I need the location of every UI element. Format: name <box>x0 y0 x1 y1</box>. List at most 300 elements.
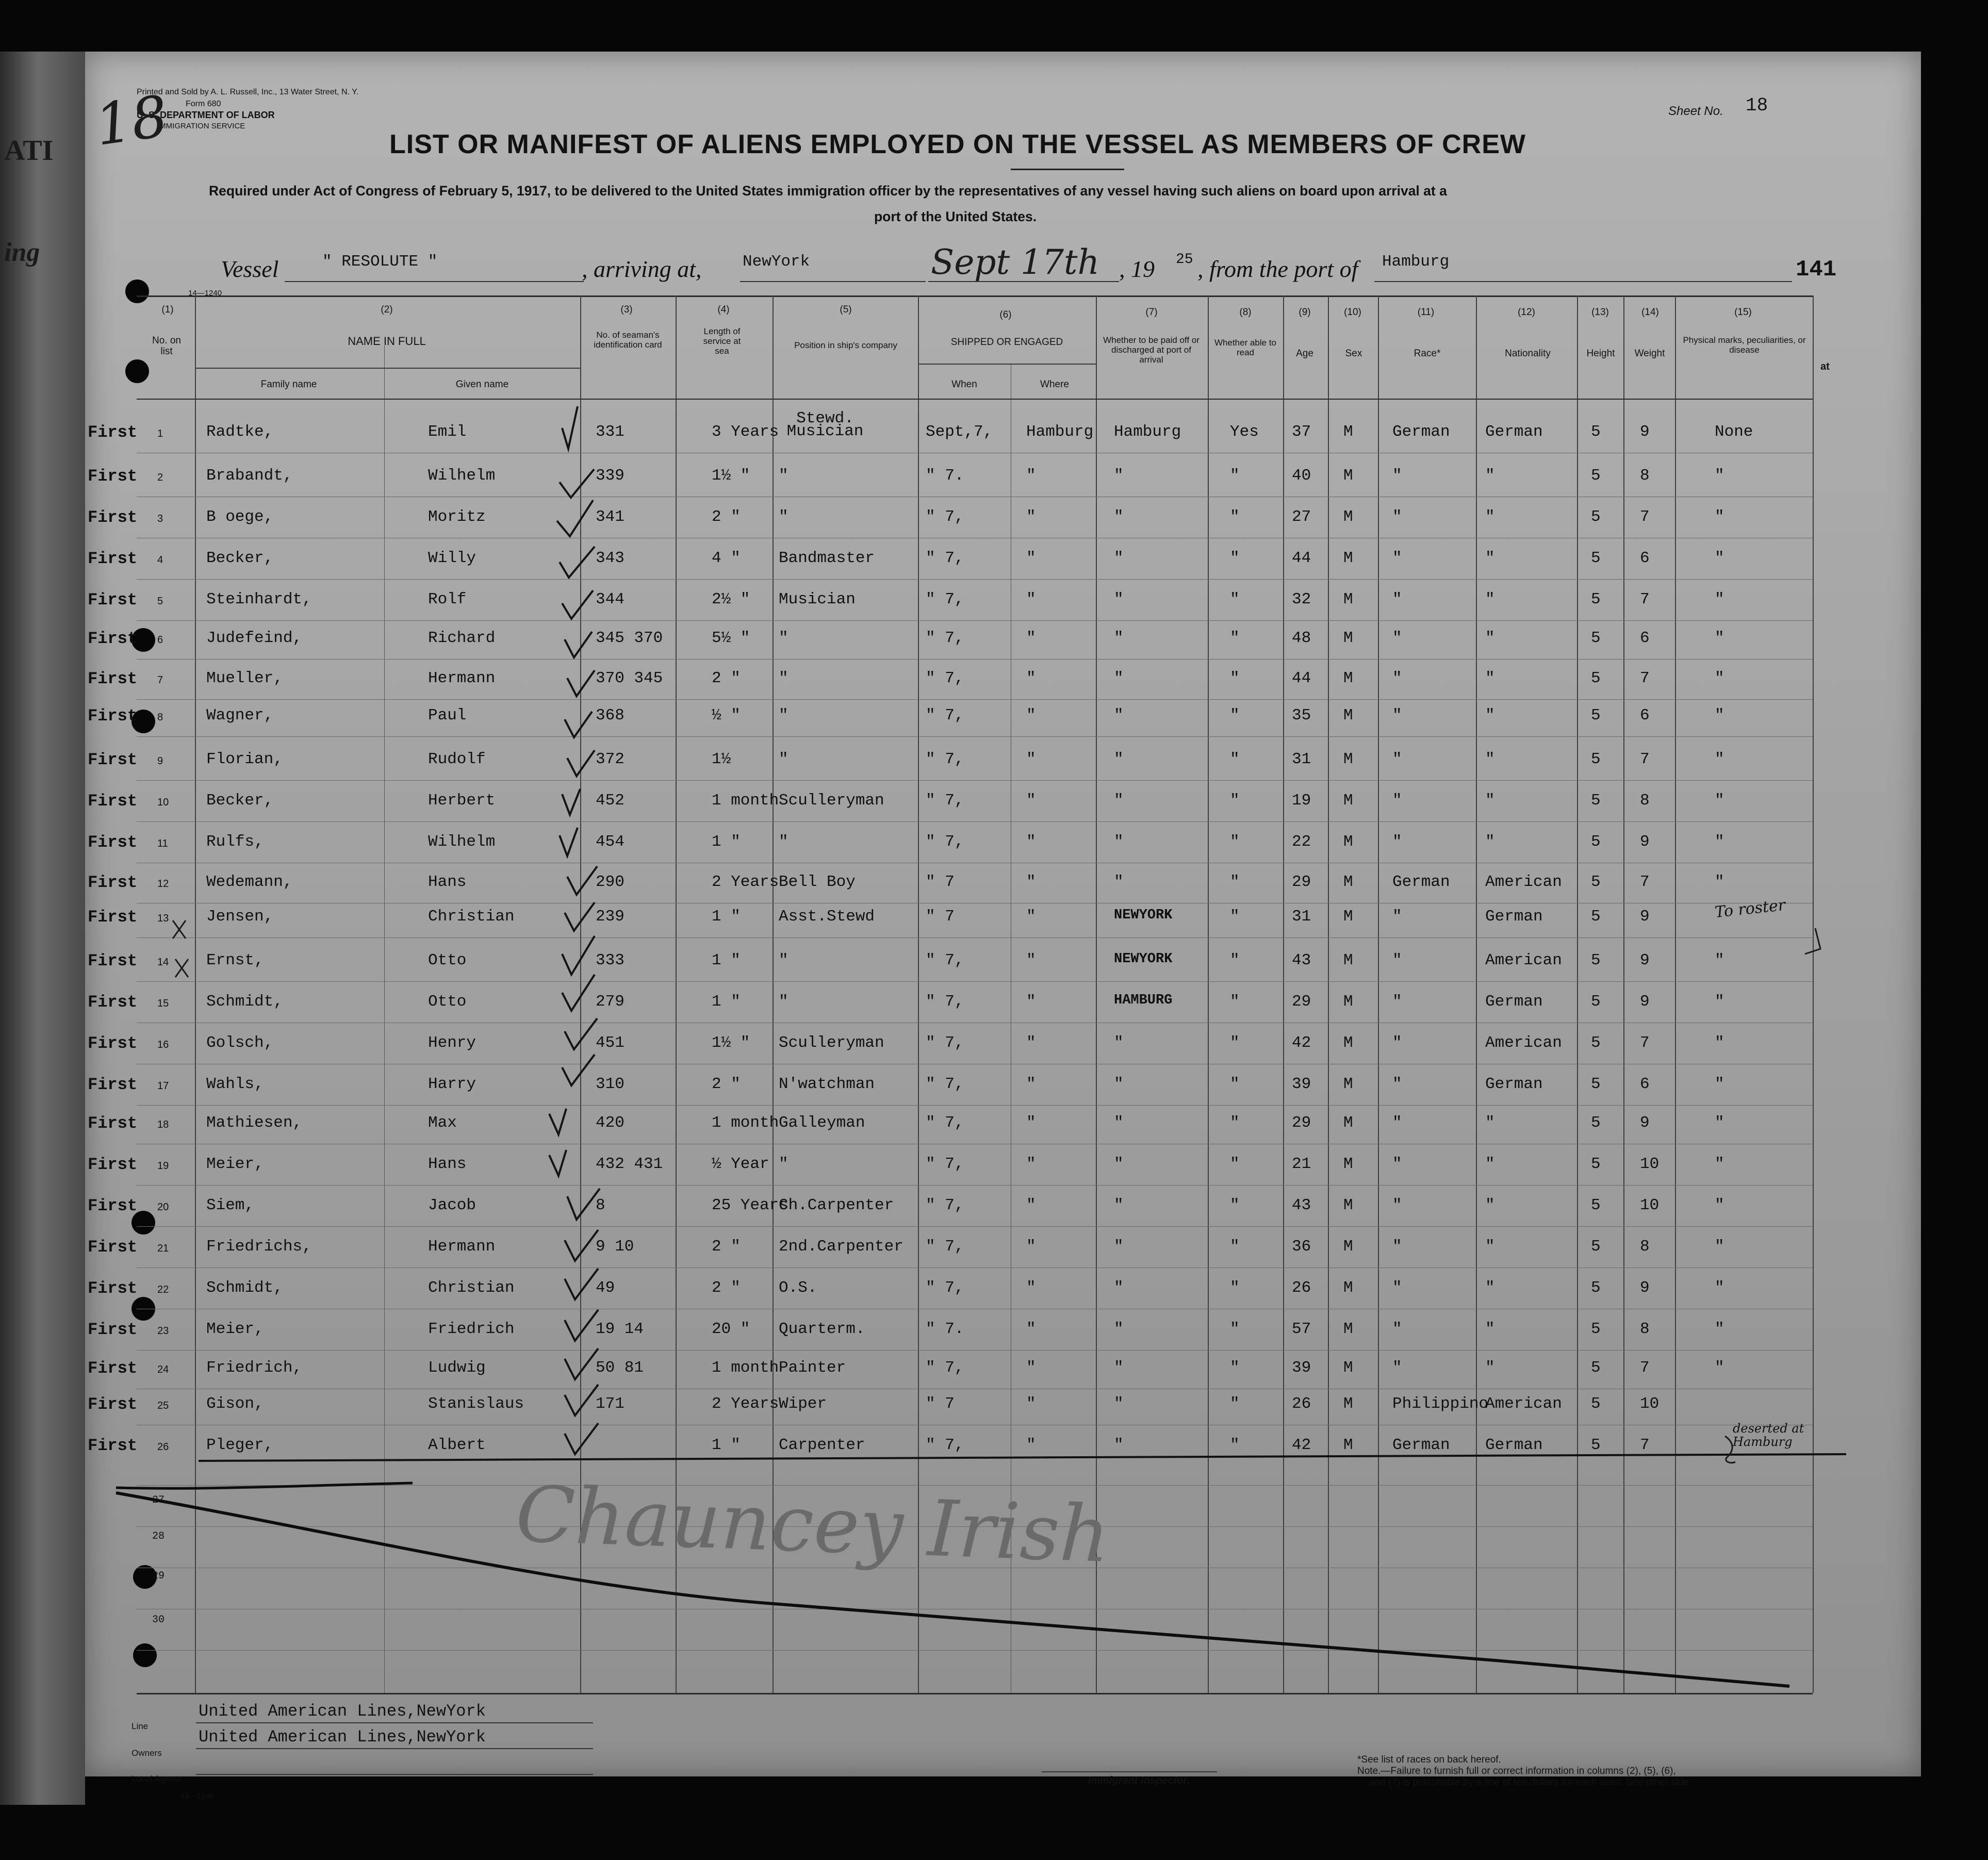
age: 40 <box>1292 467 1311 485</box>
shipped-when: " 7, <box>926 951 964 969</box>
row-class: First <box>88 1320 138 1339</box>
paid-off-port: " <box>1114 1359 1124 1377</box>
ship-position: Carpenter <box>779 1436 865 1454</box>
shipped-when: " 7, <box>926 1359 964 1377</box>
family-name: Schmidt, <box>206 993 283 1011</box>
header-when: When <box>951 379 977 390</box>
race: " <box>1392 1114 1402 1132</box>
given-name: Stanislaus <box>428 1395 524 1413</box>
ship-position: Galleyman <box>779 1114 865 1132</box>
header-given-name: Given name <box>455 379 509 390</box>
row-number: 24 <box>157 1364 169 1375</box>
family-name: Jensen, <box>206 908 274 926</box>
ship-position: " <box>779 706 788 725</box>
sex: M <box>1343 1155 1353 1173</box>
age: 36 <box>1292 1238 1311 1256</box>
race: " <box>1392 1359 1402 1377</box>
race: German <box>1392 423 1450 441</box>
header-sex: Sex <box>1345 348 1362 359</box>
ship-position: Ch.Carpenter <box>779 1196 894 1214</box>
row-number: 15 <box>157 998 169 1009</box>
given-name: Christian <box>428 1279 515 1297</box>
able-to-read: " <box>1230 792 1240 810</box>
header-shipped-or-engaged: SHIPPED OR ENGAGED <box>950 337 1063 348</box>
race: " <box>1392 669 1402 687</box>
row-class: First <box>88 1436 138 1455</box>
col-number: (15) <box>1734 307 1752 318</box>
service-length: 5½ " <box>712 629 750 647</box>
nationality: " <box>1485 833 1495 851</box>
nationality: American <box>1485 873 1562 891</box>
empty-row-number: 28 <box>152 1530 165 1542</box>
physical-marks: " <box>1715 467 1724 485</box>
physical-marks: " <box>1715 1196 1724 1214</box>
row-number: 19 <box>157 1160 169 1172</box>
family-name: Florian, <box>206 750 283 768</box>
row-class: First <box>88 1114 138 1133</box>
family-name: Wagner, <box>206 706 274 725</box>
nationality: " <box>1485 629 1495 647</box>
sex: M <box>1343 993 1353 1011</box>
ship-position: Bandmaster <box>779 549 875 567</box>
service-length: 20 " <box>712 1320 750 1338</box>
sheet-number: 18 <box>1746 95 1768 116</box>
service-length: 2 " <box>712 1075 741 1093</box>
shipped-when: " 7. <box>926 1320 964 1338</box>
height: 5 <box>1591 1279 1601 1297</box>
id-card-number: 310 <box>596 1075 625 1093</box>
id-card-number: 452 <box>596 792 625 810</box>
given-name: Max <box>428 1114 457 1132</box>
row-class: First <box>88 706 138 726</box>
given-name: Willy <box>428 549 477 567</box>
given-name: Moritz <box>428 508 486 526</box>
shipped-when: " 7, <box>926 1075 964 1093</box>
owners-label: Owners <box>132 1748 162 1758</box>
physical-marks: " <box>1715 873 1724 891</box>
footer-form-code: 14—1240 <box>180 1792 215 1801</box>
service-length: 3 Years <box>712 423 779 441</box>
physical-marks: " <box>1715 1114 1724 1132</box>
row-number: 12 <box>157 878 169 890</box>
physical-marks: To roster <box>1714 896 1786 922</box>
paid-off-port: " <box>1114 1075 1124 1093</box>
age: 44 <box>1292 669 1311 687</box>
sex: M <box>1343 1395 1353 1413</box>
weight: 7 <box>1640 1436 1650 1454</box>
row-number: 8 <box>157 712 163 723</box>
service-length: 1 " <box>712 951 741 969</box>
id-card-number: 420 <box>596 1114 625 1132</box>
id-card-number: 333 <box>596 951 625 969</box>
row-number: 3 <box>157 513 163 524</box>
race: " <box>1392 1279 1402 1297</box>
footer-note: and (7) is punishable by a fine of ten dollars for each alien. See other side. <box>1369 1777 1692 1788</box>
nationality: German <box>1485 993 1543 1011</box>
sheet-label: Sheet No. <box>1668 104 1723 118</box>
sex: M <box>1343 467 1353 485</box>
given-name: Paul <box>428 706 467 725</box>
service-length: 1½ <box>712 750 731 768</box>
weight: 6 <box>1640 706 1650 725</box>
age: 21 <box>1292 1155 1311 1173</box>
line-label: Line <box>132 1721 149 1731</box>
weight: 9 <box>1640 833 1650 851</box>
paid-off-port: " <box>1114 833 1124 851</box>
service-length: 1 " <box>712 908 741 926</box>
physical-marks: " <box>1715 792 1724 810</box>
age: 42 <box>1292 1436 1311 1454</box>
ship-position: " <box>779 629 788 647</box>
weight: 9 <box>1640 908 1650 926</box>
age: 35 <box>1292 706 1311 725</box>
inspector-signature: Chauncey Irish <box>514 1469 1111 1581</box>
shipped-when: " 7, <box>926 1155 964 1173</box>
height: 5 <box>1591 629 1601 647</box>
arrival-date: Sept 17th <box>931 242 1100 282</box>
given-name: Richard <box>428 629 496 647</box>
paid-off-port: " <box>1114 467 1124 485</box>
owners-value: United American Lines,NewYork <box>199 1727 486 1747</box>
service-length: 1 month <box>712 792 779 810</box>
col-number: (2) <box>381 304 393 315</box>
col-number: (3) <box>620 304 633 315</box>
row-number: 13 <box>157 913 169 924</box>
id-card-number: 432 431 <box>596 1155 663 1173</box>
height: 5 <box>1591 993 1601 1011</box>
nationality: " <box>1485 1359 1495 1377</box>
able-to-read: " <box>1230 1395 1240 1413</box>
given-name: Rolf <box>428 590 467 608</box>
sex: M <box>1343 629 1353 647</box>
row-class: First <box>88 1075 138 1094</box>
family-name: Friedrich, <box>206 1359 303 1377</box>
service-length: 1 month <box>712 1359 779 1377</box>
sex: M <box>1343 1359 1353 1377</box>
physical-marks: " <box>1715 993 1724 1011</box>
height: 5 <box>1591 706 1601 725</box>
row-class: First <box>88 1279 138 1298</box>
header-name-in-full: NAME IN FULL <box>348 335 426 348</box>
id-card-number: 451 <box>596 1034 625 1052</box>
race: " <box>1392 549 1402 567</box>
service-length: 25 Years <box>712 1196 788 1214</box>
sex: M <box>1343 908 1353 926</box>
arriving-label: , arriving at, <box>582 256 702 282</box>
row-class: First <box>88 908 138 927</box>
given-name: Jacob <box>428 1196 477 1214</box>
ship-position: Asst.Stewd <box>779 908 875 926</box>
id-card-number: 290 <box>596 873 625 891</box>
physical-marks: " <box>1715 1075 1724 1093</box>
physical-marks: " <box>1715 1279 1724 1297</box>
ship-position: N'watchman <box>779 1075 875 1093</box>
col-number: (1) <box>161 304 174 315</box>
owners-underline <box>196 1748 593 1749</box>
nationality: American <box>1485 1034 1562 1052</box>
id-card-number: 345 370 <box>596 629 663 647</box>
row-number: 4 <box>157 554 163 566</box>
service-length: ½ Year <box>712 1155 769 1173</box>
header-able-to-read: Whether able to read <box>1214 338 1277 358</box>
race: " <box>1392 590 1402 608</box>
id-card-number: 171 <box>596 1395 625 1413</box>
id-card-number: 50 81 <box>596 1359 644 1377</box>
able-to-read: " <box>1230 951 1240 969</box>
race: " <box>1392 1155 1402 1173</box>
shipped-where: " <box>1026 951 1036 969</box>
height: 5 <box>1591 792 1601 810</box>
age: 44 <box>1292 549 1311 567</box>
given-name: Friedrich <box>428 1320 515 1338</box>
row-number: 18 <box>157 1119 169 1130</box>
form-number: Form 680 <box>186 100 221 108</box>
sex: M <box>1343 1114 1353 1132</box>
id-card-number: 331 <box>596 423 625 441</box>
row-number: 5 <box>157 596 163 607</box>
ship-position: Sculleryman <box>779 1034 884 1052</box>
given-name: Wilhelm <box>428 833 496 851</box>
age: 26 <box>1292 1395 1311 1413</box>
paid-off-port: " <box>1114 1155 1124 1173</box>
age: 43 <box>1292 1196 1311 1214</box>
year-value: 25 <box>1176 252 1193 268</box>
paid-off-port: " <box>1114 1034 1124 1052</box>
header-where: Where <box>1040 379 1069 390</box>
race: " <box>1392 750 1402 768</box>
height: 5 <box>1591 508 1601 526</box>
shipped-where: " <box>1026 669 1036 687</box>
year-label: , 19 <box>1119 256 1155 282</box>
row-number: 22 <box>157 1284 169 1295</box>
able-to-read: Yes <box>1230 423 1259 441</box>
age: 42 <box>1292 1034 1311 1052</box>
id-card-number: 8 <box>596 1196 605 1214</box>
age: 22 <box>1292 833 1311 851</box>
able-to-read: " <box>1230 706 1240 725</box>
empty-row-number: 27 <box>152 1494 165 1506</box>
row-class: First <box>88 590 138 610</box>
paid-off-port: " <box>1114 669 1124 687</box>
height: 5 <box>1591 1436 1601 1454</box>
sex: M <box>1343 750 1353 768</box>
service-length: 2 " <box>712 1238 741 1256</box>
id-card-number: 344 <box>596 590 625 608</box>
header-paid-off: Whether to be paid off or discharged at port of arrival <box>1103 335 1200 365</box>
physical-marks: deserted at Hamburg <box>1733 1421 1804 1450</box>
col-number: (14) <box>1641 307 1659 318</box>
height: 5 <box>1591 833 1601 851</box>
header-physical-marks: Physical marks, peculiarities, or disease <box>1683 335 1806 355</box>
row-class: First <box>88 669 138 688</box>
ship-position: " <box>779 669 788 687</box>
weight: 9 <box>1640 1114 1650 1132</box>
arrival-port: NewYork <box>743 253 810 271</box>
given-name: Otto <box>428 993 467 1011</box>
race: " <box>1392 1075 1402 1093</box>
id-card-number: 341 <box>596 508 625 526</box>
height: 5 <box>1591 951 1601 969</box>
height: 5 <box>1591 908 1601 926</box>
department-name: U. S. DEPARTMENT OF LABOR <box>137 110 275 120</box>
service-length: ½ " <box>712 706 741 725</box>
shipped-where: " <box>1026 1359 1036 1377</box>
height: 5 <box>1591 549 1601 567</box>
able-to-read: " <box>1230 669 1240 687</box>
row-class: First <box>88 467 138 486</box>
given-name: Rudolf <box>428 750 486 768</box>
paid-off-port: " <box>1114 549 1124 567</box>
sex: M <box>1343 1075 1353 1093</box>
id-card-number: 370 345 <box>596 669 663 687</box>
age: 39 <box>1292 1075 1311 1093</box>
physical-marks: None <box>1715 423 1753 441</box>
race: German <box>1392 1436 1450 1454</box>
col-number: (12) <box>1518 307 1535 318</box>
age: 37 <box>1292 423 1311 441</box>
able-to-read: " <box>1230 549 1240 567</box>
shipped-when: Sept,7, <box>926 423 993 441</box>
id-card-number: 343 <box>596 549 625 567</box>
height: 5 <box>1591 1238 1601 1256</box>
id-card-number: 372 <box>596 750 625 768</box>
weight: 9 <box>1640 993 1650 1011</box>
id-card-number: 368 <box>596 706 625 725</box>
adjacent-page-fragment: ing <box>4 238 40 267</box>
height: 5 <box>1591 1114 1601 1132</box>
physical-marks: " <box>1715 750 1724 768</box>
row-class: First <box>88 792 138 811</box>
family-name: Wedemann, <box>206 873 293 891</box>
id-card-number: 19 14 <box>596 1320 644 1338</box>
adjacent-page-fragment: ATI <box>4 135 54 167</box>
header-weight: Weight <box>1634 348 1665 359</box>
able-to-read: " <box>1230 1114 1240 1132</box>
checkmark-column <box>549 406 600 1454</box>
ship-position: Bell Boy <box>779 873 856 891</box>
departure-port: Hamburg <box>1382 253 1450 271</box>
age: 48 <box>1292 629 1311 647</box>
age: 43 <box>1292 951 1311 969</box>
weight: 8 <box>1640 467 1650 485</box>
row-class: First <box>88 1155 138 1174</box>
service-length: 2½ " <box>712 590 750 608</box>
race: " <box>1392 833 1402 851</box>
ship-position: " <box>779 467 788 485</box>
given-name: Hermann <box>428 669 496 687</box>
ship-position: Musician <box>779 590 856 608</box>
physical-marks: " <box>1715 629 1724 647</box>
weight: 9 <box>1640 1279 1650 1297</box>
family-name: Mueller, <box>206 669 283 687</box>
height: 5 <box>1591 467 1601 485</box>
shipped-where: " <box>1026 792 1036 810</box>
shipped-where: " <box>1026 1279 1036 1297</box>
family-name: Golsch, <box>206 1034 274 1052</box>
row-class: First <box>88 833 138 852</box>
page-number: 141 <box>1796 257 1837 283</box>
height: 5 <box>1591 1075 1601 1093</box>
age: 39 <box>1292 1359 1311 1377</box>
sex: M <box>1343 669 1353 687</box>
shipped-where: " <box>1026 873 1036 891</box>
shipped-when: " 7 <box>926 1395 955 1413</box>
given-name: Hermann <box>428 1238 496 1256</box>
able-to-read: " <box>1230 1279 1240 1297</box>
nationality: " <box>1485 508 1495 526</box>
nationality: German <box>1485 1075 1543 1093</box>
given-name: Henry <box>428 1034 477 1052</box>
paid-off-port: " <box>1114 1279 1124 1297</box>
shipped-when: " 7, <box>926 1436 964 1454</box>
ship-position: 2nd.Carpenter <box>779 1238 903 1256</box>
shipped-when: " 7, <box>926 629 964 647</box>
row-number: 10 <box>157 797 169 808</box>
footer-note: Note.—Failure to furnish full or correct information in columns (2), (5), (6), <box>1357 1766 1676 1776</box>
row-class: First <box>88 1238 138 1257</box>
sex: M <box>1343 508 1353 526</box>
age: 29 <box>1292 873 1311 891</box>
physical-marks: " <box>1715 951 1724 969</box>
paid-off-port: " <box>1114 508 1124 526</box>
paid-off-port: " <box>1114 1395 1124 1413</box>
height: 5 <box>1591 1359 1601 1377</box>
able-to-read: " <box>1230 590 1240 608</box>
shipped-when: " 7, <box>926 833 964 851</box>
age: 29 <box>1292 1114 1311 1132</box>
shipped-when: " 7, <box>926 1034 964 1052</box>
service-length: 4 " <box>712 549 741 567</box>
ship-position: " <box>779 951 788 969</box>
family-name: Meier, <box>206 1155 264 1173</box>
shipping-line-value: United American Lines,NewYork <box>199 1702 486 1721</box>
row-number: 1 <box>157 428 163 439</box>
shipped-when: " 7 <box>926 908 955 926</box>
able-to-read: " <box>1230 508 1240 526</box>
given-name: Herbert <box>428 792 496 810</box>
row-number: 16 <box>157 1039 169 1050</box>
shipped-when: " 7, <box>926 549 964 567</box>
nationality: " <box>1485 750 1495 768</box>
paid-off-port: " <box>1114 792 1124 810</box>
ship-position: " <box>779 993 788 1011</box>
paid-off-port: " <box>1114 1196 1124 1214</box>
nationality: " <box>1485 467 1495 485</box>
margin-at-mark: at <box>1820 361 1830 372</box>
sex: M <box>1343 873 1353 891</box>
row-class: First <box>88 1395 138 1414</box>
vessel-label: Vessel <box>221 256 279 282</box>
family-name: Siem, <box>206 1196 255 1214</box>
weight: 10 <box>1640 1155 1660 1173</box>
weight: 7 <box>1640 1034 1650 1052</box>
header-no-on-list: No. on list <box>152 335 181 357</box>
family-name: Becker, <box>206 792 274 810</box>
footer-note: *See list of races on back hereof. <box>1357 1754 1501 1765</box>
paid-off-port: " <box>1114 629 1124 647</box>
paid-off-port: " <box>1114 590 1124 608</box>
immigrant-inspector-label: Immigrant Inspector. <box>1088 1775 1190 1786</box>
row-number: 17 <box>157 1080 169 1092</box>
shipped-when: " 7, <box>926 1238 964 1256</box>
closing-line <box>116 1483 413 1488</box>
shipped-when: " 7, <box>926 590 964 608</box>
family-name: Rulfs, <box>206 833 264 851</box>
able-to-read: " <box>1230 1075 1240 1093</box>
service-length: 2 " <box>712 508 741 526</box>
race: " <box>1392 993 1402 1011</box>
shipped-when: " 7, <box>926 993 964 1011</box>
